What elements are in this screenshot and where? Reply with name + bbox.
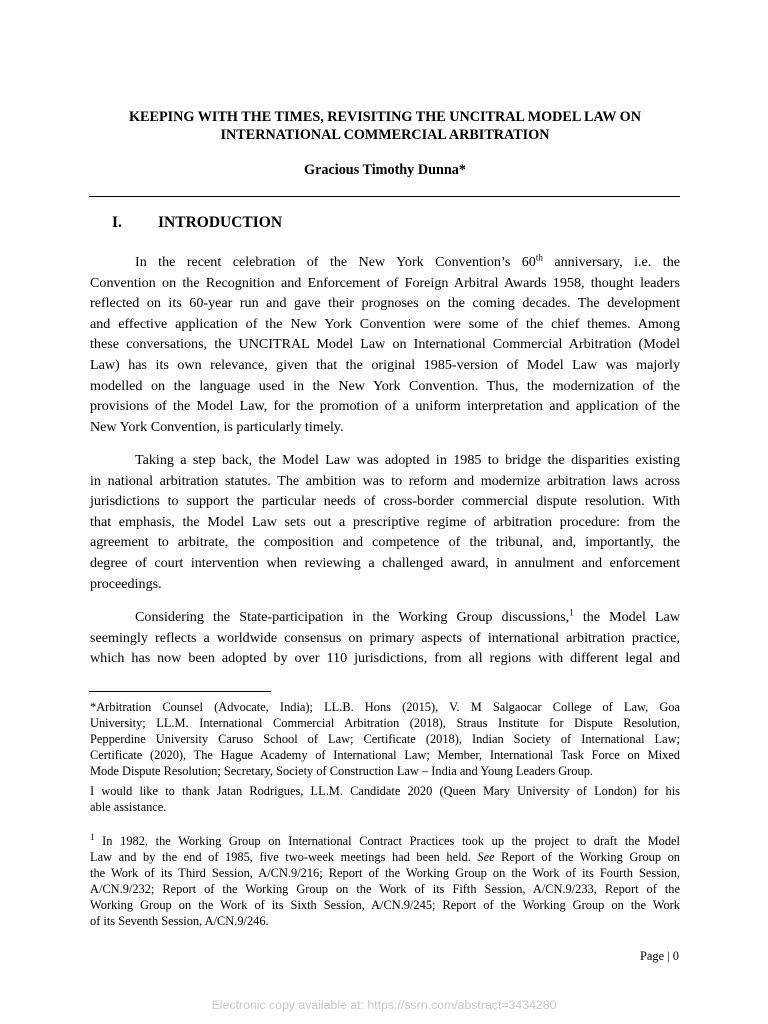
author-name: Gracious Timothy Dunna*	[304, 162, 466, 178]
section-title: INTRODUCTION	[158, 214, 283, 231]
section-number: I.	[112, 214, 122, 231]
text-line: modelled on the language used in the New York Convention. Thus, the modernization of the	[90, 377, 680, 394]
text-run: anniversary, i.e. the	[542, 254, 680, 270]
text-line: the Work of its Third Session, A/CN.9/216; Report of the Working Group on the Work of its Fourth Session,	[90, 866, 680, 881]
text-line: these conversations, the UNCITRAL Model Law on International Commercial Arbitration (Model	[90, 336, 680, 353]
text-line: I would like to thank Jatan Rodrigues, LL.M. Candidate 2020 (Queen Mary University of London) for his	[90, 784, 680, 798]
text-line: Taking a step back, the Model Law was adopted in 1985 to bridge the disparities existing	[135, 452, 680, 468]
paragraph-introduction-2	[90, 450, 680, 594]
paper-title-line-1: KEEPING WITH THE TIMES, REVISITING THE UNCITRAL MODEL LAW ON	[129, 109, 641, 125]
text-line: jurisdictions to support the particular needs of cross-border commercial dispute resolution. With	[90, 493, 680, 510]
text-line: Law) has its own relevance, given that the original 1985-version of Model Law was majorly	[90, 356, 680, 373]
text-run: In the recent celebration of the New York Convention’s 60	[135, 254, 536, 270]
text-run: the Model Law	[573, 609, 680, 625]
footnote-acknowledgement	[90, 783, 680, 815]
paper-title	[90, 108, 680, 144]
text-line: seemingly reflects a worldwide consensus on primary aspects of international arbitration practice,	[90, 629, 680, 646]
text-line: and effective application of the New York Convention were some of the chief themes. Among	[90, 315, 680, 332]
text-line: Certificate (2020), The Hague Academy of International Law; Member, International Task Force on Mixed	[90, 748, 680, 763]
text-line: Pepperdine University Caruso School of Law; Certificate (2018), Indian Society of International Law;	[90, 732, 680, 747]
text-run: In 1982, the Working Group on International Contract Practices took up the project to draft the Model	[94, 834, 680, 848]
text-line: able assistance.	[90, 800, 167, 815]
text-run: Considering the State-participation in the Working Group discussions,	[135, 609, 570, 625]
page-number: Page | 0	[640, 949, 679, 963]
footnote-1	[90, 833, 680, 930]
text-line: proceedings.	[90, 575, 162, 592]
footnote-ref-1[interactable]: 1	[569, 607, 574, 618]
text-line: A/CN.9/232; Report of the Working Group on the Work of its Fifth Session, A/CN.9/233, Report of the	[90, 882, 680, 897]
text-line: that emphasis, the Model Law sets out a prescriptive regime of arbitration procedure: from the	[90, 513, 680, 530]
text-run: Report of the Working Group on	[494, 850, 680, 865]
title-divider	[89, 196, 680, 197]
text-line	[90, 833, 680, 849]
text-line: Mode Dispute Resolution; Secretary, Society of Construction Law – India and Young Leaders Group.	[90, 764, 593, 779]
superscript: th	[535, 252, 543, 263]
text-line: *Arbitration Counsel (Advocate, India); LL.B. Hons (2015), V. M Salgaocar College of Law, Goa	[90, 700, 680, 714]
footnote-marker: 1	[90, 831, 95, 842]
text-run: Law and by the end of 1985, five two-week meetings had been held.	[90, 850, 478, 865]
text-line: in national arbitration statutes. The ambition was to reform and modernize arbitration laws across	[90, 472, 680, 489]
text-line: University; LL.M. International Commercial Arbitration (2018), Straus Institute for Dispute Resolution,	[90, 716, 680, 731]
italic-signal: See	[477, 850, 495, 865]
footnote-author	[90, 699, 680, 779]
text-line: New York Convention, is particularly timely.	[90, 418, 344, 435]
paragraph-introduction-3	[90, 607, 680, 669]
text-line: provisions of the Model Law, for the promotion of a uniform interpretation and application of the	[90, 398, 680, 415]
text-line: Convention on the Recognition and Enforcement of Foreign Arbitral Awards 1958, thought leaders	[90, 274, 680, 291]
text-line	[90, 849, 680, 865]
text-line: of its Seventh Session, A/CN.9/246.	[90, 914, 269, 929]
text-line	[90, 252, 680, 273]
text-line: agreement to arbitrate, the composition and competence of the tribunal, and, importantly, the	[90, 534, 680, 551]
paragraph-introduction-1	[90, 252, 680, 437]
text-line: which has now been adopted by over 110 jurisdictions, from all regions with different legal and	[90, 650, 680, 667]
text-line: degree of court intervention when reviewing a challenged award, in annulment and enforcement	[90, 554, 680, 571]
text-line: Working Group on the Work of its Sixth Session, A/CN.9/245; Report of the Working Group on the Work	[90, 898, 680, 913]
text-line	[90, 607, 680, 628]
paper-title-line-2: INTERNATIONAL COMMERCIAL ARBITRATION	[220, 127, 550, 143]
footnote-divider	[89, 691, 271, 692]
ssrn-link[interactable]: Electronic copy available at: https://ssrn.com/abstract=3434280	[211, 998, 557, 1012]
text-line: reflected on its 60-year run and gave their prognoses on the coming decades. The development	[90, 295, 680, 312]
